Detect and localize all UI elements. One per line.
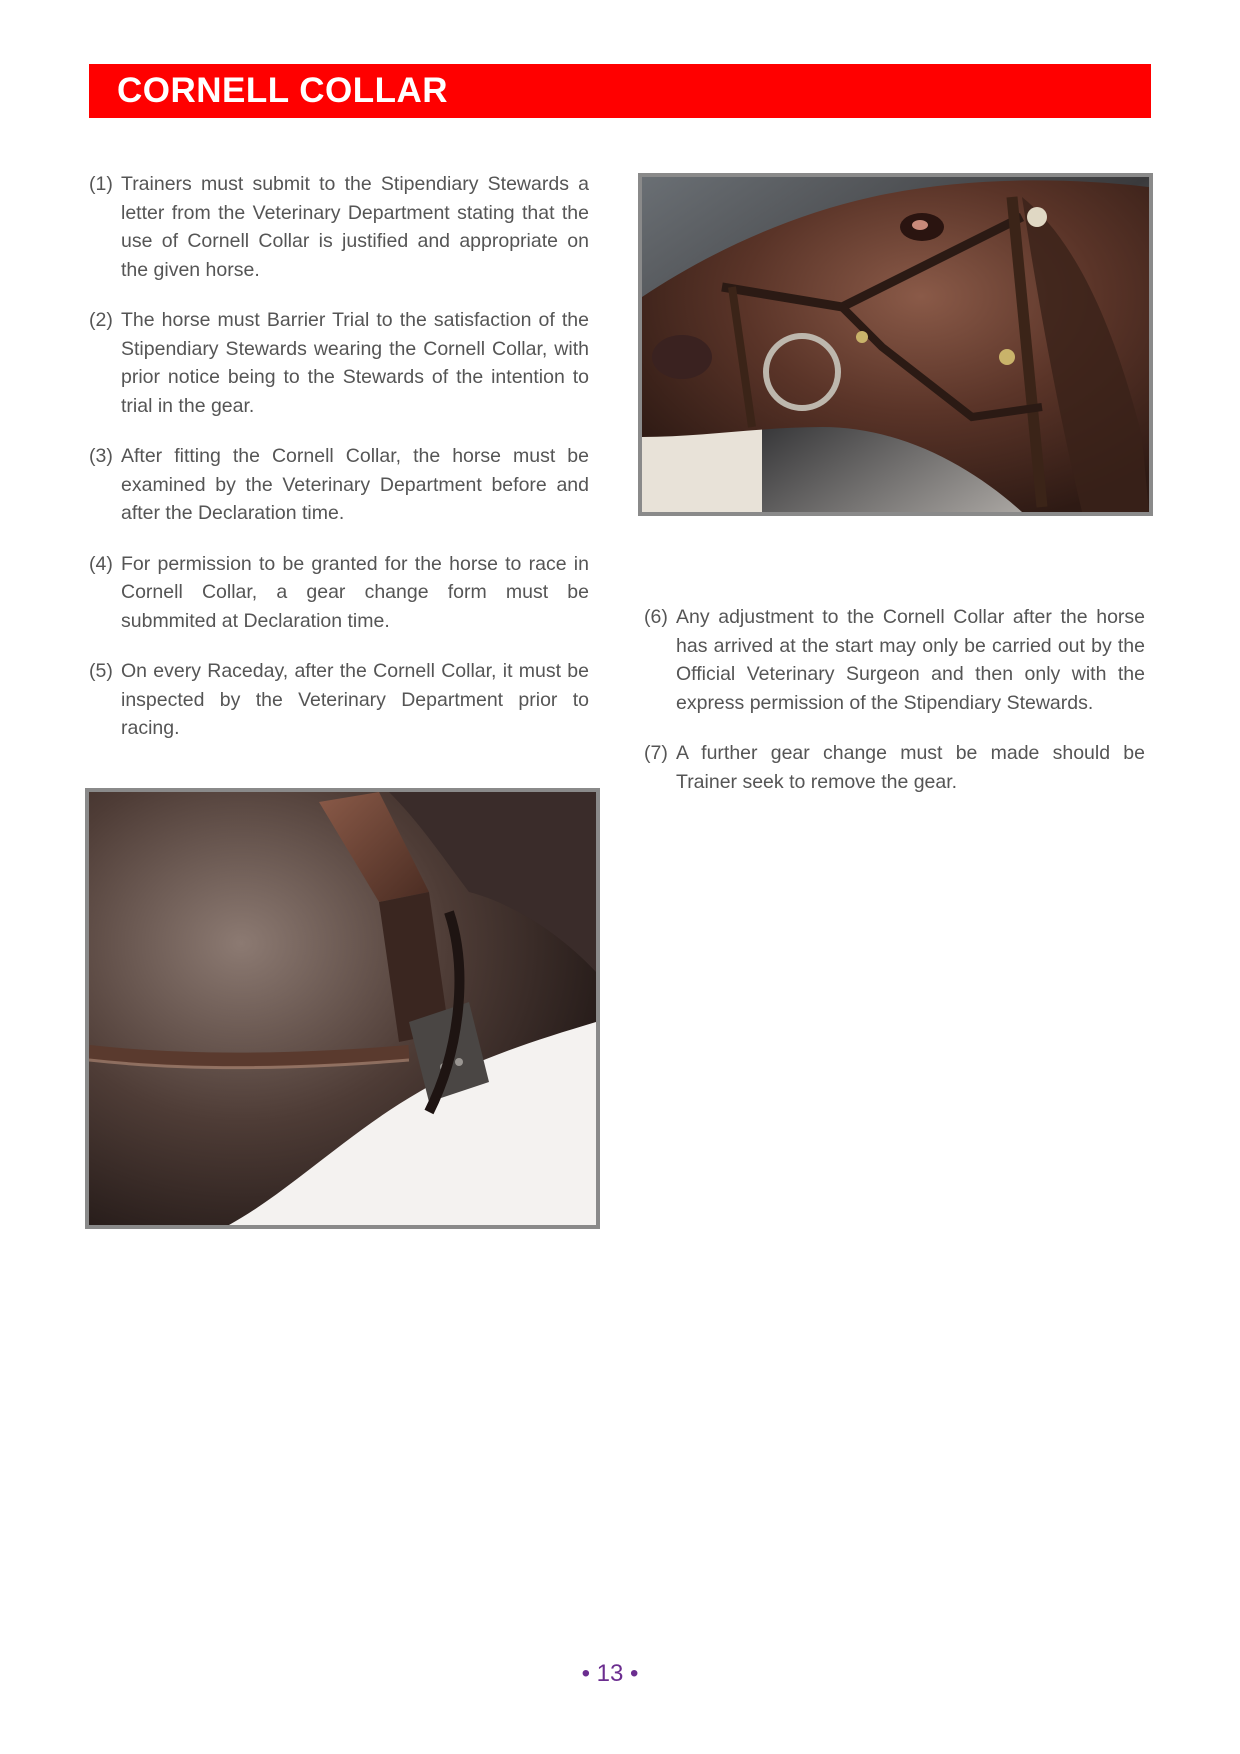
item-text: Trainers must submit to the Stipendiary Stewards a letter from the Veterinary Department stating that the use of Cornell Collar is justified and appropriate on the given horse. xyxy=(121,173,589,281)
item-number: (5) xyxy=(89,660,113,682)
list-item xyxy=(89,306,589,420)
item-text: For permission to be granted for the horse to race in Cornell Collar, a gear change form must be submmited at Declaration time. xyxy=(121,552,589,632)
horse-bridle-photo xyxy=(638,173,1153,516)
item-text: After fitting the Cornell Collar, the horse must be examined by the Veterinary Department before and after the Declaration time. xyxy=(121,445,589,524)
item-number: (7) xyxy=(644,742,668,764)
item-text: On every Raceday, after the Cornell Collar, it must be inspected by the Veterinary Department prior to racing. xyxy=(121,660,589,739)
list-item xyxy=(89,550,589,636)
right-column xyxy=(644,603,1145,818)
item-number: (4) xyxy=(89,552,113,575)
horse-head-image xyxy=(642,177,1149,512)
item-number: (2) xyxy=(89,309,113,331)
left-column xyxy=(89,170,589,765)
page-title: CORNELL COLLAR xyxy=(117,71,449,110)
item-text: Any adjustment to the Cornell Collar after the horse has arrived at the start may only be carried out by the Official Veterinary Surgeon and then only with the express permission of the Stipendiary Stewards. xyxy=(676,606,1145,714)
title-bar xyxy=(89,64,1151,118)
list-item xyxy=(644,739,1145,796)
item-text: A further gear change must be made should be Trainer seek to remove the gear. xyxy=(676,742,1145,793)
list-item xyxy=(89,170,589,284)
item-number: (3) xyxy=(89,445,113,467)
collar-closeup-image xyxy=(89,792,596,1225)
list-item xyxy=(89,442,589,528)
item-number: (1) xyxy=(89,173,113,195)
list-item xyxy=(644,603,1145,717)
cornell-collar-photo xyxy=(85,788,600,1229)
item-number: (6) xyxy=(644,606,668,628)
item-text: The horse must Barrier Trial to the satisfaction of the Stipendiary Stewards wearing the Cornell Collar, with prior notice being to the Stewards of the intention to trial in the gear. xyxy=(121,309,589,417)
list-item xyxy=(89,657,589,743)
page-number: • 13 • xyxy=(581,1660,639,1687)
